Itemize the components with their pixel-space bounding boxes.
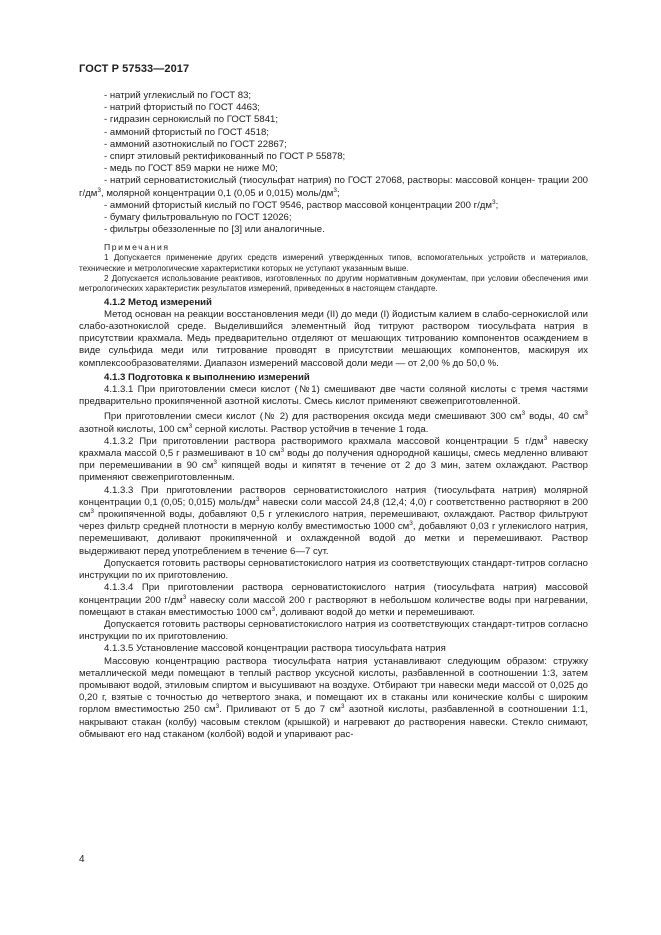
paragraph-4-1-3-5-text: Массовую концентрацию раствора тиосульфата натрия устанавливают следующим образом: стружку металлической меди помещают в теплый раствор уксусной кислоты, разбавленной в соотношении 1:3, затем промывают водой, этиловым спиртом и высушивают на воздухе. Отбирают три навески меди массой от 0,025 до 0,20 г, взятые с точностью до четвертого знака, и помещают их в стаканы или конические колбы с широким горлом вместимостью 250 $см^3$. Приливают от 5 до 7 $см^3$ азотной кислоты, разбавленной в соотношении 1:1, накрывают стакан (колбу) часовым стеклом (крышкой) и нагревают до растворения навески. Стекло снимают, обмывают его над стаканом (колбой) водой и упаривают рас-	[79, 655, 588, 740]
paragraph-acid-mix-2: При приготовлении смеси кислот (№ 2) для растворения оксида меди смешивают 300 $см^3$ воды, 40 $см^3$ азотной кислоты, 100 $см^3$ серной кислоты. Раствор устойчив в течение 1 года.	[79, 410, 588, 435]
paragraph-4-1-3-5-heading: 4.1.3.5 Установление массовой концентрации раствора тиосульфата натрия	[104, 643, 446, 655]
paragraph-standard-titres-2: Допускается готовить растворы серноватистокислого натрия из соответствующих стандарт-титров согласно инструкции по их приготовлению.	[79, 618, 588, 643]
paragraph-4-1-3-3: 4.1.3.3 При приготовлении растворов серноватистокислого натрия (тиосульфата натрия) молярной концентрации 0,1 (0,05; 0,015) моль/$дм^3$ навески соли массой 24,8 (12,4; 4,0) г соответственно растворяют в 200 $см^3$ прокипяченной воды, добавляют 0,5 г углекислого натрия, перемешивают, охлаждают. Раствор фильтруют через фильтр средней плотности в мерную колбу вместимостью 1000 $см^3$, добавляют 0,03 г углекислого натрия, перемешивают, доливают прокипяченной и охлажденной водой до метки и перемешивают. Раствор выдерживают перед употреблением в течение 6—7 сут.	[79, 484, 588, 557]
note-1: 1 Допускается применение других средств измерений утвержденных типов, вспомогательных устройств и материалов, технические и метрологические характеристики которых не уступают указанным выше.	[79, 253, 588, 273]
section-4-1-2-text: Метод основан на реакции восстановления меди (II) до меди (I) йодистым калием в слабо-сернокислой или слабо-азотнокислой среде. Выделившийся элементный йод титруют раствором тиосульфата натрия в присутствии крахмала. Медь предварительно отделяют от мешающих титрованию компонентов осаждением в виде сульфида меди или титрование проводят в присутствии мешающих компонентов, маскируя их комплексообразователями. Диапазон измерений массовой доли меди — от 2,00 % до 50,0 %.	[79, 308, 588, 369]
paragraph-4-1-3-2: 4.1.3.2 При приготовлении раствора растворимого крахмала массовой концентрации 5 $г/дм^3$ навеску крахмала массой 0,5 г размешивают в 10 $см^3$ воды до получения однородной кашицы, смесь медленно вливают при перемешивании в 90 $см^3$ кипящей воды и кипятят в течение от 2 до 3 мин, затем охлаждают. Раствор применяют свежеприготовленным.	[79, 434, 589, 484]
materials-list	[79, 90, 588, 236]
list-item: - бумагу фильтровальную по ГОСТ 12026;	[104, 212, 292, 224]
page-number: 4	[79, 854, 85, 865]
list-item-ammonium-acid: - аммоний фтористый кислый по ГОСТ 9546, раствор массовой концентрации 200 $г/дм^3$;	[104, 198, 499, 211]
list-item: - фильтры обеззоленные по [3] или аналогичные.	[104, 224, 325, 236]
list-item: - натрий фтористый по ГОСТ 4463;	[104, 102, 260, 114]
paragraph-standard-titres-1: Допускается готовить растворы серноватистокислого натрия из соответствующих стандарт-титров согласно инструкции по их приготовлению.	[79, 557, 588, 582]
note-2: 2 Допускается использование реактивов, изготовленных по другим нормативным документам, при условии обеспечения ими метрологических характеристик результатов измерений, приведенных в настоящем стандарте.	[79, 274, 588, 294]
list-item: - гидразин сернокислый по ГОСТ 5841;	[104, 114, 279, 126]
section-heading-4-1-3: 4.1.3 Подготовка к выполнению измерений	[104, 371, 310, 383]
list-item-thiosulfate: - натрий серноватистокислый (тиосульфат натрия) по ГОСТ 27068, растворы: массовой концен- трации 200 $г/дм^3$, молярной концентрации 0,1 (0,05 и 0,015) моль/$дм^3$;	[79, 175, 588, 199]
document-body	[79, 90, 588, 741]
document-title: ГОСТ Р 57533—2017	[79, 63, 190, 75]
section-heading-4-1-2: 4.1.2 Метод измерений	[104, 296, 212, 308]
list-item: - аммоний азотнокислый по ГОСТ 22867;	[104, 138, 287, 150]
list-item: - аммоний фтористый по ГОСТ 4518;	[104, 126, 269, 138]
notes-heading: Примечания	[104, 242, 170, 253]
paragraph-4-1-3-1: 4.1.3.1 При приготовлении смеси кислот (№1) смешивают две части соляной кислоты с тремя частями предварительно прокипяченной азотной кислоты. Смесь кислот применяют свежеприготовленной.	[79, 384, 588, 408]
paragraph-4-1-3-4: 4.1.3.4 При приготовлении раствора серноватистокислого натрия (тиосульфата натрия) массовой концентрации 200 $г/дм^3$ навеску соли массой 200 г растворяют в небольшом количестве воды при нагревании, помещают в стакан вместимостью 1000 $см^3$, доливают водой до метки и перемешивают.	[79, 582, 588, 618]
list-item: - медь по ГОСТ 859 марки не ниже М0;	[104, 163, 278, 175]
list-item: - спирт этиловый ректификованный по ГОСТ Р 55878;	[104, 151, 346, 163]
list-item: - натрий углекислый по ГОСТ 83;	[104, 90, 252, 101]
